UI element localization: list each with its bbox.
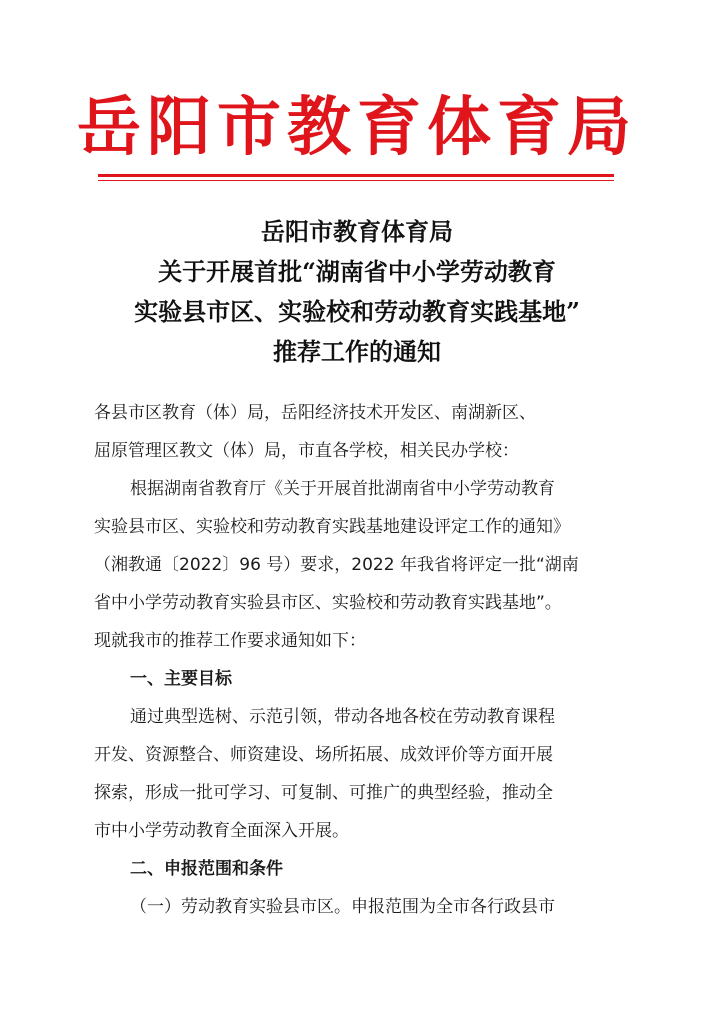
addressee-line-1: 各县市区教育（体）局，岳阳经济技术开发区、南湖新区、 bbox=[94, 403, 536, 423]
masthead-red-rule-thick bbox=[98, 174, 614, 177]
notice-title bbox=[0, 212, 714, 372]
section-1-line-1: 通过典型选树、示范引领，带动各地各校在劳动教育课程 bbox=[130, 707, 555, 727]
title-line-4: 推荐工作的通知 bbox=[273, 337, 441, 366]
section-2-line-1: （一）劳动教育实验县市区。申报范围为全市各行政县市 bbox=[130, 897, 555, 917]
addressee-line-2: 屈原管理区教文（体）局，市直各学校，相关民办学校： bbox=[94, 441, 519, 461]
notice-body bbox=[94, 394, 626, 926]
section-1-line-3: 探索，形成一批可学习、可复制、可推广的典型经验，推动全 bbox=[94, 783, 553, 803]
title-line-3: 实验县市区、实验校和劳动教育实践基地” bbox=[134, 297, 580, 326]
masthead-title: 岳阳市教育体育局 bbox=[77, 90, 637, 165]
section-1-line-4: 市中小学劳动教育全面深入开展。 bbox=[94, 821, 349, 841]
section-2-heading: 二、申报范围和条件 bbox=[130, 859, 283, 879]
intro-line-2: 实验县市区、实验校和劳动教育实践基地建设评定工作的通知》 bbox=[94, 517, 570, 537]
intro-line-1: 根据湖南省教育厅《关于开展首批湖南省中小学劳动教育 bbox=[130, 479, 555, 499]
intro-line-4: 省中小学劳动教育实验县市区、实验校和劳动教育实践基地”。 bbox=[94, 593, 562, 613]
masthead-red-rule-thin bbox=[98, 180, 614, 181]
section-1-line-2: 开发、资源整合、师资建设、场所拓展、成效评价等方面开展 bbox=[94, 745, 553, 765]
intro-line-3: （湘教通〔2022〕96 号）要求，2022 年我省将评定一批“湖南 bbox=[94, 555, 579, 575]
title-line-2: 关于开展首批“湖南省中小学劳动教育 bbox=[158, 257, 556, 286]
intro-line-5: 现就我市的推荐工作要求通知如下： bbox=[94, 631, 366, 651]
section-1-heading: 一、主要目标 bbox=[130, 669, 232, 689]
title-line-1: 岳阳市教育体育局 bbox=[261, 217, 453, 246]
